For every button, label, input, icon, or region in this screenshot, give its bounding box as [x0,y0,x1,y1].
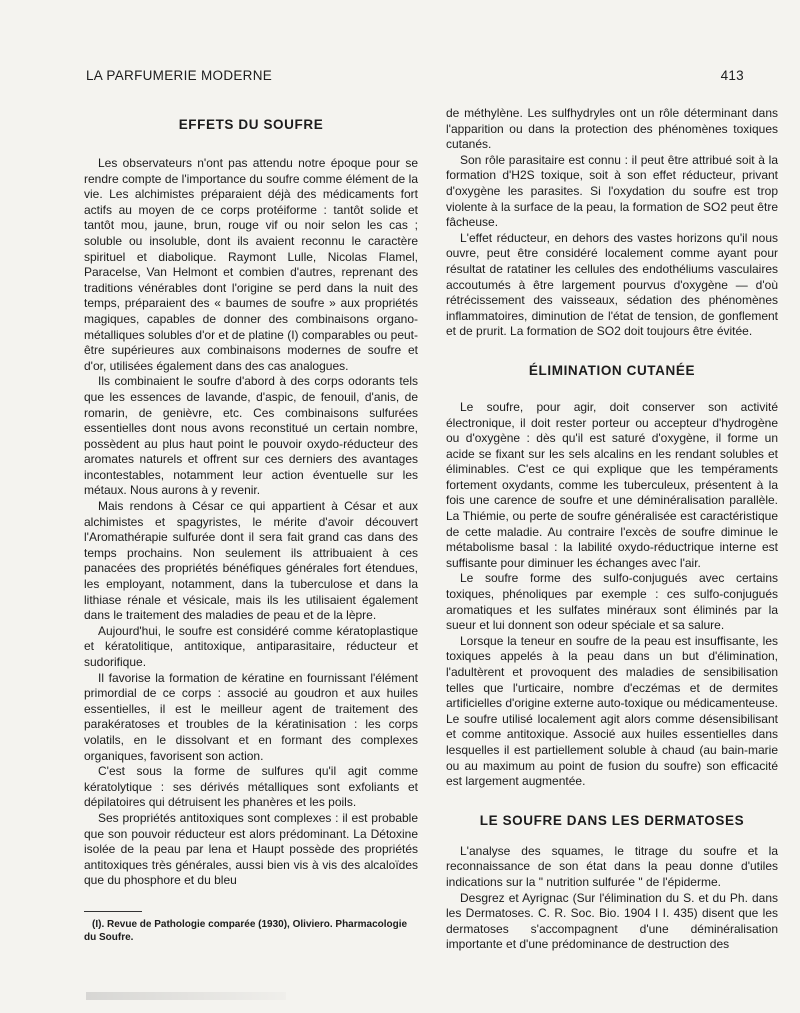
left-column [84,106,418,944]
right-column [446,106,778,953]
paragraph: Aujourd'hui, le soufre est considéré comme kératoplastique et kératolitique, antitoxique, antiparasitaire, réducteur et sudorifique. [84,623,418,669]
footnote: (I). Revue de Pathologie comparée (1930), Oliviero. Pharmacologie du Soufre. [84,918,408,943]
section-heading-dermatoses: LE SOUFRE DANS LES DERMATOSES [479,812,745,828]
paragraph: Lorsque la teneur en soufre de la peau est insuffisante, les toxiques appelés à la peau dans un but d'élimination, l'adultèrent et provoquent des maladies de sensibilisation telles que l'urticaire, nombre d'eczémas et de dermites artificielles d'origine externe auto-toxique ou médicamenteuse. Le soufre utilisé localement agit alors comme désensibilisant et comme antitoxique. Associé aux huiles essentielles dans lesquelles il est partiellement soluble à chaud (au bain-marie ou au maximum au point de fusion du soufre) son efficacité est largement augmentée. [446,633,778,789]
paragraph: L'effet réducteur, en dehors des vastes horizons qu'il nous ouvre, peut être considéré localement comme ayant pour résultat de ratatiner les cellules des endothéliums vasculaires accoutumés à être largement pourvus d'oxygène — d'où rétrécissement des vaisseaux, sédation des phénomènes inflammatoires, diminution de l'état de tension, de gonflement et de prurit. La formation de SO2 doit toujours être évitée. [446,230,778,339]
running-head [86,68,744,88]
paragraph: C'est sous la forme de sulfures qu'il agit comme kératolytique : ses dérivés métalliques sont exfoliants et dépilatoires qui détruisent les phanères et les poils. [84,764,418,810]
paragraph: de méthylène. Les sulfhydryles ont un rôle déterminant dans l'apparition ou dans la protection des phénomènes toxiques cutanés. [446,106,778,152]
footnote-divider [84,911,142,912]
paragraph: Ils combinaient le soufre d'abord à des corps odorants tels que les essences de lavande, d'aspic, de fenouil, d'anis, de romarin, de genièvre, etc. Ces combinaisons sulfurées essentielles dont nous avons reconstitué un certain nombre, possèdent au plus haut point le pouvoir oxydo-réducteur des aromates naturels et offrent sur ces derniers des avantages incontestables, notamment leur action éventuelle sur les métaux. Nous aurons à y revenir. [84,374,418,498]
section-heading-effets: EFFETS DU SOUFRE [178,117,324,132]
journal-title: LA PARFUMERIE MODERNE [86,68,273,83]
paragraph: Son rôle parasitaire est connu : il peut être attribué soit à la formation d'H2S toxique, soit à son effet réducteur, privant d'oxygène les parasites. Si l'oxydation du soufre est trop violente à la surface de la peau, la formation de SO2 peut être fâcheuse. [446,152,778,230]
page-number: 413 [720,68,744,83]
paragraph: Le soufre forme des sulfo-conjugués avec certains toxiques, phénoliques par exemple : ces sulfo-conjugués aromatiques et les sulfates minéraux sont éliminés par la sueur et lui donnent son odeur spéciale et sa salure. [446,571,778,633]
paragraph: L'analyse des squames, le titrage du soufre et la reconnaissance de son état dans la peau donne d'utiles indications sur la " nutrition sulfurée " de l'épiderme. [446,843,778,889]
paragraph: Mais rendons à César ce qui appartient à César et aux alchimistes et spagyristes, le mérite d'avoir découvert l'Aromathérapie sulfurée dont il sera fait grand cas dans des temps prochains. Non seulement ils attribuaient à ces panacées des propriétés bénéfiques générales fort étendues, les employant, notamment, dans la tuberculose et dans la lithiase rénale et vésicale, mais ils les utilisaient également dans le traitement des maladies de peau et de la lèpre. [84,499,418,623]
section-heading-elimination: ÉLIMINATION CUTANÉE [528,362,696,378]
paragraph: Ses propriétés antitoxiques sont complexes : il est probable que son pouvoir réducteur est alors prédominant. La Détoxine isolée de la peau par lena et Haupt possède des propriétés antitoxiques très générales, aussi bien vis à vis des alcaloïdes que du phosphore et du bleu [84,810,418,888]
scan-smudge [86,992,286,1000]
paragraph: Le soufre, pour agir, doit conserver son activité électronique, il doit rester porteur ou accepteur d'hydrogène ou d'oxygène : dès qu'il est saturé d'oxygène, il forme un acide se fixant sur les sels alcalins en les rendant solubles et éliminables. C'est ce qui explique que les tempéraments fortement oxydants, comme les tuberculeux, présentent à la fois une carence de soufre et une déminéralisation parallèle. La Thiémie, ou perte de soufre généralisée est caractéristique de cette maladie. Au contraire l'excès de soufre diminue le métabolisme basal : la labilité oxydo-réductrique interne est suffisante pour diminuer les échanges avec l'air. [446,399,778,570]
paragraph: Les observateurs n'ont pas attendu notre époque pour se rendre compte de l'importance du soufre comme élément de la vie. Les alchimistes préparaient déjà des médicaments fort actifs au moyen de ce corps protéiforme : tantôt solide et tantôt mou, jaune, brun, rouge vif ou noir selon les cas ; soluble ou insoluble, dont ils avaient reconnu le caractère spirituel et diabolique. Raymont Lulle, Nicolas Flamel, Paracelse, Van Helmont et combien d'autres, reprenant des traditions vénérables dont l'origine se perd dans la nuit des temps, préparaient des « baumes de soufre » aux propriétés magiques, capables de donner des combinaisons organo-métalliques solubles d'or et de platine (I) comparables ou peut-être supérieures aux combinaisons modernes de soufre et d'or, utilisées également dans des cas analogues. [84,156,418,373]
paragraph: Il favorise la formation de kératine en fournissant l'élément primordial de ce corps : associé au goudron et aux huiles essentielles, il est le meilleur agent de traitement des parakératoses et troubles de la kératinisation : les corps volatils, en le dissolvant et en formant des complexes organiques, favorisent son action. [84,670,418,763]
paragraph: Desgrez et Ayrignac (Sur l'élimination du S. et du Ph. dans les Dermatoses. C. R. Soc. Bio. 1904 I I. 435) disent que les dermatoses s'accompagnent d'une déminéralisation importante et d'une prédominance de destruction des [446,890,778,952]
